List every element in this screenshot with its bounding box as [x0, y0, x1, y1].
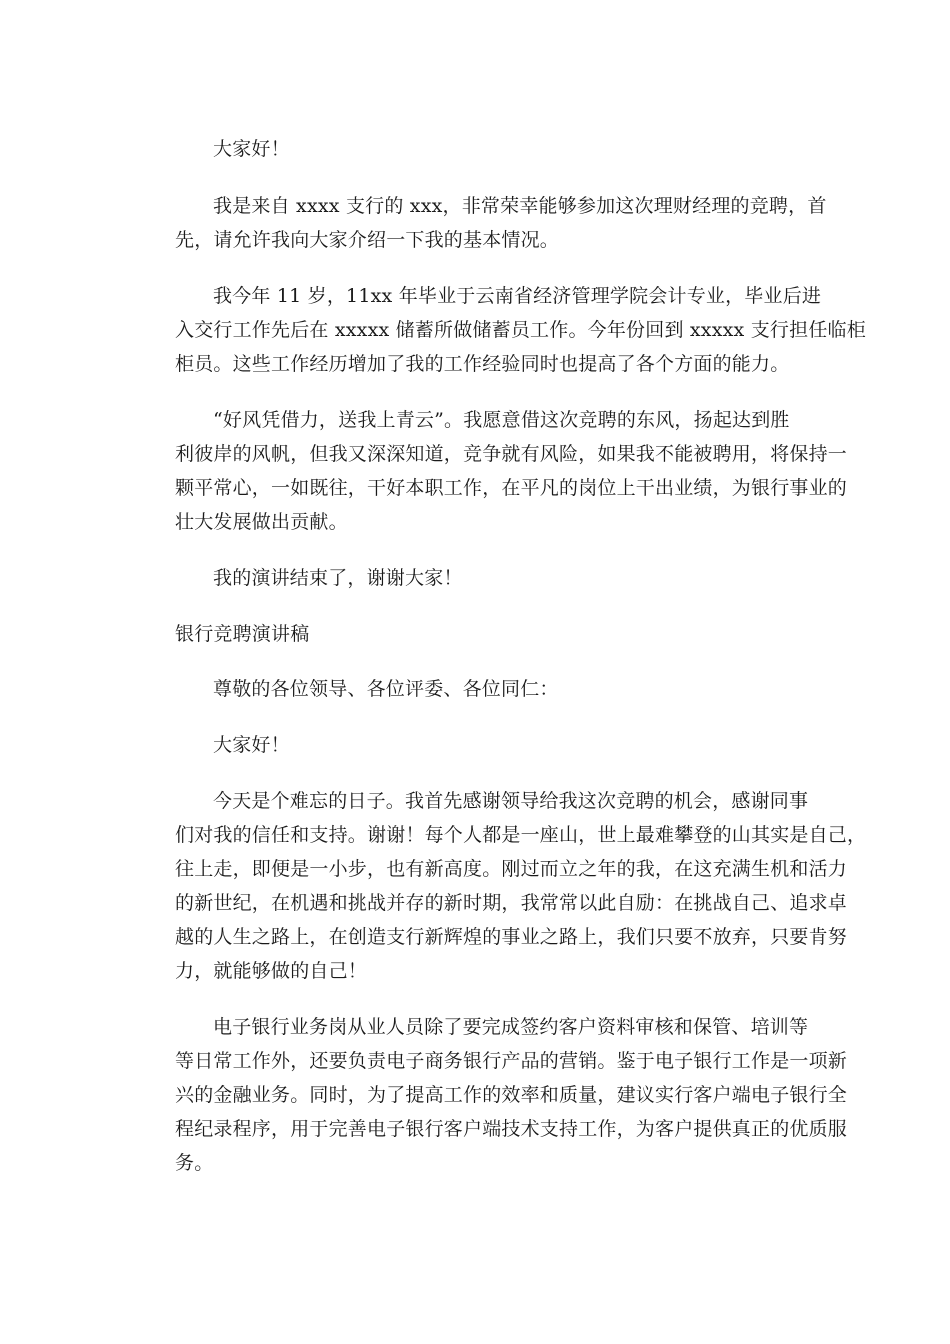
today-paragraph-line: 越的人生之路上，在创造支行新辉煌的事业之路上，我们只要不放弃，只要肯努 [175, 926, 848, 948]
salutation-line: 尊敬的各位领导、各位评委、各位同仁： [213, 678, 559, 700]
background-paragraph-line: 入交行工作先后在 xxxxx 储蓄所做储蓄员工作。今年份回到 xxxxx 支行担任临柜 [175, 319, 866, 341]
background-paragraph-line: 我今年 11 岁，11xx 年毕业于云南省经济管理学院会计专业，毕业后进 [213, 285, 822, 307]
quote-paragraph-line: 壮大发展做出贡献。 [175, 511, 348, 533]
ebank-paragraph-line: 程纪录程序，用于完善电子银行客户端技术支持工作，为客户提供真正的优质服 [175, 1118, 848, 1140]
background-paragraph-line: 柜员。这些工作经历增加了我的工作经验同时也提高了各个方面的能力。 [175, 353, 790, 375]
intro-paragraph-line: 先，请允许我向大家介绍一下我的基本情况。 [175, 229, 560, 251]
greeting-line: 大家好！ [213, 734, 290, 756]
today-paragraph-line: 的新世纪，在机遇和挑战并存的新时期，我常常以此自励：在挑战自己、追求卓 [175, 892, 848, 914]
ebank-paragraph-line: 等日常工作外，还要负责电子商务银行产品的营销。鉴于电子银行工作是一项新 [175, 1050, 848, 1072]
intro-paragraph-line: 我是来自 xxxx 支行的 xxx，非常荣幸能够参加这次理财经理的竞聘，首 [213, 195, 827, 217]
today-paragraph-line: 往上走，即便是一小步，也有新高度。刚过而立之年的我，在这充满生机和活力 [175, 858, 848, 880]
section-title: 银行竞聘演讲稿 [175, 623, 310, 645]
today-paragraph-line: 今天是个难忘的日子。我首先感谢领导给我这次竞聘的机会，感谢同事 [213, 790, 809, 812]
ebank-paragraph-line: 电子银行业务岗从业人员除了要完成签约客户资料审核和保管、培训等 [213, 1016, 809, 1038]
greeting-line: 大家好！ [213, 138, 290, 160]
closing-line: 我的演讲结束了，谢谢大家！ [213, 567, 463, 589]
quote-paragraph-line: 颗平常心，一如既往，干好本职工作，在平凡的岗位上干出业绩，为银行事业的 [175, 477, 848, 499]
quote-paragraph-line: “好风凭借力，送我上青云”。我愿意借这次竞聘的东风，扬起达到胜 [213, 409, 790, 431]
quote-paragraph-line: 利彼岸的风帆，但我又深深知道，竞争就有风险，如果我不能被聘用，将保持一 [175, 443, 848, 465]
today-paragraph-line: 们对我的信任和支持。谢谢！每个人都是一座山，世上最难攀登的山其实是自己， [175, 824, 867, 846]
today-paragraph-line: 力，就能够做的自己！ [175, 960, 368, 982]
ebank-paragraph-line: 兴的金融业务。同时，为了提高工作的效率和质量，建议实行客户端电子银行全 [175, 1084, 848, 1106]
ebank-paragraph-line: 务。 [175, 1152, 214, 1174]
